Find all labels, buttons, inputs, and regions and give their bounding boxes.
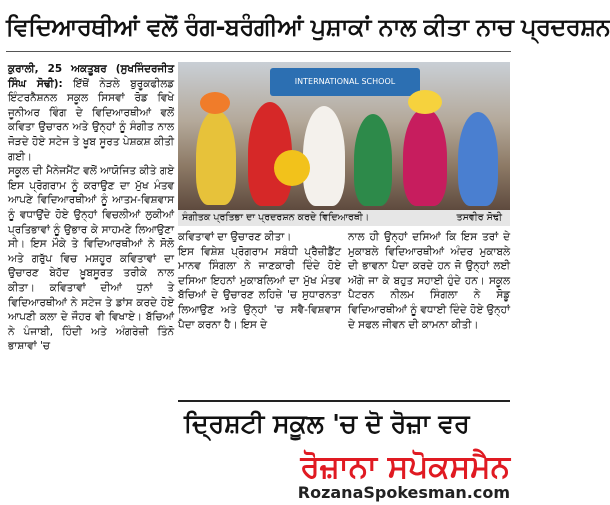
- school-sign: INTERNATIONAL SCHOOL: [270, 68, 420, 96]
- photo-figure: [196, 110, 236, 205]
- subheadline: ਦ੍ਰਿਸ਼ਟੀ ਸਕੂਲ 'ਚ ਦੋ ਰੋਜ਼ਾ ਵਰ: [184, 409, 470, 438]
- photo-figure: [403, 108, 447, 206]
- photo-caption-bar: [178, 210, 510, 226]
- headgear: [408, 90, 442, 114]
- photo-figure: [303, 106, 345, 206]
- newspaper-logo: ਰੋਜ਼ਾਨਾ ਸਪੋਕਸਮੈਨ: [300, 449, 510, 485]
- article-paragraph: ਕਵਿਤਾਵਾਂ ਦਾ ਉਚਾਰਣ ਕੀਤਾ।: [178, 231, 292, 243]
- headline: ਵਿਦਿਆਰਥੀਆਂ ਵਲੋਂ ਰੰਗ-ਬਰੰਗੀਆਂ ਪੁਸ਼ਾਕਾਂ ਨਾਲ ਕੀਤਾ ਨਾਚ ਪ੍ਰਦਰਸ਼ਨ: [6, 13, 610, 41]
- headgear: [200, 92, 230, 114]
- article-column-1: [8, 62, 174, 354]
- newspaper-website: RozanaSpokesman.com: [297, 483, 510, 502]
- photo-credit: ਤਸਵੀਰ ਸੋਢੀ: [456, 212, 502, 223]
- paragraph-text: ਇੱਥੋਂ ਨੇੜਲੇ ਬੁਰੂਕਫੀਲਡ ਇੰਟਰਨੈਸ਼ਨਲ ਸਕੂਲ ਸਿਸਵਾਂ ਰੋਡ ਵਿਖੇ ਜੂਨੀਅਰ ਵਿੰਗ ਦੇ ਵਿਦਿਆਰਥੀਆਂ ਵਲੋਂ ਕਵਿਤਾ ਉਚਾਰਨ ਅਤੇ ਉਨ੍ਹਾਂ ਨੂੰ ਸੰਗੀਤ ਨਾਲ ਜੋੜਦੇ ਹੋਏ ਸਟੇਜ ਤੇ ਖੂਬ ਸੂਰਤ ਪੇਸ਼ਕਸ਼ ਕੀਤੀ ਗਈ।: [8, 77, 174, 163]
- article-column-2: [178, 230, 341, 332]
- headline-rule: [6, 51, 511, 52]
- article-paragraph: ਸਕੂਲ ਦੀ ਮੈਨੇਜਮੈਂਟ ਵਲੋਂ ਆਯੋਜਿਤ ਕੀਤੇ ਗਏ ਇਸ ਪ੍ਰੋਗਰਾਮ ਨੂੰ ਕਰਾਉਣ ਦਾ ਮੁੱਖ ਮੰਤਵ ਆਪਣੇ ਵਿਦਿਆਰਥੀਆਂ ਨੂੰ ਆਤਮ-ਵਿਸ਼ਵਾਸ ਨੂੰ ਵਧਾਉਂਦੇ ਹੋਏ ਉਨ੍ਹਾਂ ਵਿਚਲੀਆਂ ਲੁਕੀਆਂ ਪ੍ਰਤਿਭਾਵਾਂ ਨੂੰ ਉਭਾਰ ਕੇ ਸਾਹਮਣੇ ਲਿਆਉਣਾ ਸੀ। ਇਸ ਮੌਕੇ ਤੇ ਵਿਦਿਆਰਥੀਆਂ ਨੇ ਸੋਲੋ ਅਤੇ ਗਰੁੱਪ ਵਿਚ ਮਸ਼ਹੂਰ ਕਵਿਤਾਵਾਂ ਦਾ ਉਚਾਰਣ ਬੇਹੱਦ ਖ਼ੂਬਸੂਰਤ ਤਰੀਕੇ ਨਾਲ ਕੀਤਾ। ਕਵਿਤਾਵਾਂ ਦੀਆਂ ਧੁਨਾਂ ਤੇ ਵਿਦਿਆਰਥੀਆਂ ਨੇ ਸਟੇਜ ਤੇ ਡਾਂਸ ਕਰਦੇ ਹੋਏ ਆਪਣੀ ਕਲਾ ਦੇ ਜੌਹਰ ਵੀ ਵਿਖਾਏ। ਬੱਚਿਆਂ ਨੇ ਪੰਜਾਬੀ, ਹਿੰਦੀ ਅਤੇ ਅੰਗਰੇਜ਼ੀ ਤਿੰਨੋ ਭਾਸ਼ਾਵਾਂ 'ਚ: [8, 165, 174, 353]
- dateline: ਕੁਰਾਲੀ, 25 ਅਕਤੂਬਰ (ਸੁਖਜਿੰਦਰਜੀਤ ਸਿੰਘ ਸੋਢੀ):: [8, 63, 174, 90]
- photo-caption: ਸੰਗੀਤਕ ਪ੍ਰਤਿਭਾ ਦਾ ਪ੍ਰਦਰਸ਼ਨ ਕਰਦੇ ਵਿਦਿਆਰਥੀ।: [182, 212, 370, 223]
- subheadline-rule: [178, 400, 510, 402]
- event-photo: [178, 62, 510, 210]
- photo-figure: [354, 114, 392, 206]
- sun-prop: [274, 150, 310, 186]
- article-column-3: [348, 230, 510, 332]
- article-paragraph: ਇਸ ਵਿਸ਼ੇਸ਼ ਪ੍ਰੋਗਰਾਮ ਸਬੰਧੀ ਪ੍ਰੈਜ਼ੀਡੈਂਟ ਮਾਨਵ ਸਿੰਗਲਾ ਨੇ ਜਾਣਕਾਰੀ ਦਿੰਦੇ ਹੋਏ ਦਸਿਆ ਇਹਨਾਂ ਮੁਕਾਬਲਿਆਂ ਦਾ ਮੁੱਖ ਮੰਤਵ ਬੱਚਿਆਂ ਦੇ ਉਚਾਰਣ ਲਹਿਜ਼ੇ 'ਚ ਸੁਧਾਰਨਤਾ ਲਿਆਉਣ ਅਤੇ ਉਨ੍ਹਾਂ 'ਚ ਸਵੈ-ਵਿਸ਼ਵਾਸ ਪੈਦਾ ਕਰਨਾ ਹੈ। ਇਸ ਦੇ: [178, 245, 341, 331]
- article-paragraph: [8, 62, 174, 164]
- photo-figure: [458, 112, 498, 206]
- article-paragraph: ਨਾਲ ਹੀ ਉਨ੍ਹਾਂ ਦਸਿਆਂ ਕਿ ਇਸ ਤਰਾਂ ਦੇ ਮੁਕਾਬਲੇ ਵਿਦਿਆਰਥੀਆਂ ਅੰਦਰ ਮੁਕਾਬਲੇ ਦੀ ਭਾਵਨਾ ਪੈਦਾ ਕਰਦੇ ਹਨ ਜੋ ਉਨ੍ਹਾਂ ਲਈ ਅੱਗੇ ਜਾ ਕੇ ਬਹੁਤ ਸਹਾਈ ਹੁੰਦੇ ਹਨ। ਸਕੂਲ ਪੈਟਰਨ ਨੀਲਮ ਸਿੰਗਲਾ ਨੇ ਸੋਡੂ ਵਿਦਿਆਰਥੀਆਂ ਨੂੰ ਵਧਾਈ ਦਿੰਦੇ ਹੋਏ ਉਨ੍ਹਾਂ ਦੇ ਸਫਲ ਜੀਵਨ ਦੀ ਕਾਮਨਾ ਕੀਤੀ।: [348, 231, 510, 331]
